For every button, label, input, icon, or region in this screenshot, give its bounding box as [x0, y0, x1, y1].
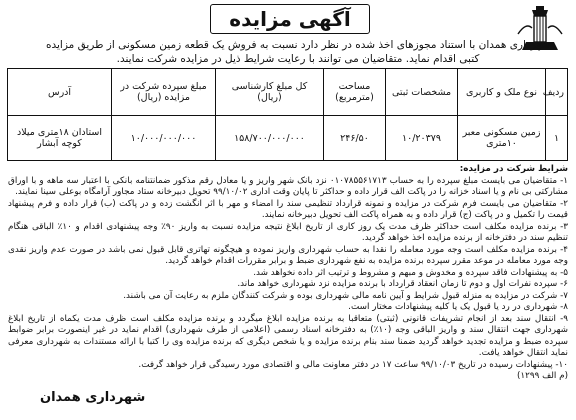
- cell-property-type: زمین مسکونی معبر ۱۰متری: [458, 116, 546, 161]
- condition-item: ۲- متقاضیان می بایست فرم شرکت در مزایده و نمونه قرارداد تنظیمی سند را امضاء و مهر با اثر انگشت زده و در پاکت (ب) قرار داده و فرم پیشنهاد قیمت را تکمیل و در پاکت (ج) قرار داده و به همراه پاکت الف تحویل دبیرخانه نمایند.: [8, 198, 568, 220]
- condition-item: ۴- برنده مزایده مکلف است وجه مورد معامله را نقدا به حساب شهرداری واریز نموده و هیچگونه تهاتری قابل قبول نمی باشد در صورت عدم واریز نقدی وجه مورد معامله در موعد مقرر سپرده برنده مزایده به نفع شهرداری ضبط و برابر مقررات اقدام خواهد گردید.: [8, 244, 568, 266]
- conditions-title: شرایط شرکت در مزایده:: [459, 164, 568, 174]
- cell-deposit: ۱۰/۰۰۰/۰۰۰/۰۰۰: [112, 116, 216, 161]
- condition-item: ۶- سپرده نفرات اول و دوم تا زمان انعقاد قرارداد با برنده مزایده نزد شهرداری خواهد ماند.: [237, 279, 568, 289]
- header-property-type: نوع ملک و کاربری: [458, 69, 546, 116]
- cell-address: استادان ۱۸متری میلاد کوچه آبشار: [8, 116, 112, 161]
- header-area: مساحت (مترمربع): [324, 69, 386, 116]
- cell-registration: ۱۰/۲۰۳۷۹: [386, 116, 458, 161]
- header-registration: مشخصات ثبتی: [386, 69, 458, 116]
- signature: شهرداری همدان: [40, 390, 146, 405]
- conditions: [8, 164, 568, 383]
- table-row: [8, 116, 568, 161]
- condition-item: ۵- به پیشنهادات فاقد سپرده و مخدوش و مبهم و مشروط و ترتیب اثر داده نخواهد شد.: [253, 267, 568, 278]
- cell-area: ۲۴۶/۵۰: [324, 116, 386, 161]
- condition-item: ۸- شهرداری در رد یا قبول یک یا کلیه پیشنهادات مختار است.: [348, 302, 568, 312]
- condition-item: ۱- متقاضیان می بایست مبلغ سپرده را به حساب ۰۱۰۷۸۵۵۶۱۷۱۳ نزد بانک شهر واریز و یا معادل رقم مذکور ضمانتنامه بانکی با اعتبار سه ماهه و با اوراق مشارکتی بی نام و یا اسناد خزانه را در پاکت الف قرار داده و حداکثر تا پایان وقت اداری ۹۹/۱۰/۰۲ تحویل دبیرخانه ستاد مجاور آرامگاه بوعلی سینا نمایند.: [8, 175, 568, 197]
- header-address: آدرس: [8, 69, 112, 116]
- header-row-number: ردیف: [546, 69, 568, 116]
- intro-text: شهرداری همدان با استناد مجوزهای اخذ شده در نظر دارد نسبت به فروش یک قطعه زمین مسکونی از طریق مزایده کتبی اقدام نماید. متقاضیان می توانند با رعایت شرایط ذیل در مزایده شرکت نمایند.: [45, 39, 551, 65]
- condition-item: ۱۰- پیشنهادات رسیده در تاریخ ۹۹/۱۰/۰۳ ساعت ۱۷ در دفتر معاونت مالی و اقتصادی مورد رسیدگی قرار خواهد گرفت.: [138, 359, 568, 370]
- condition-item: ۳- برنده مزایده مکلف است حداکثر ظرف مدت یک روز کاری از تاریخ ابلاغ نتیجه مزایده نسبت به واریز ۹۰٪ وجه پیشنهادی اقدام و ۱۰٪ الباقی هنگام تنظیم سند در دفترخانه از برنده مزایده اخذ خواهد گردید.: [8, 221, 568, 243]
- condition-item: ۷- شرکت در مزایده به منزله قبول شرایط و آیین نامه مالی شهرداری بوده و شرکت کنندگان ملزم به رعایت آن می باشند.: [123, 290, 568, 301]
- page-title: آگهی مزایده: [210, 4, 369, 34]
- auction-table: [7, 68, 568, 161]
- notice-code: (م الف ۱۲۹۹): [516, 371, 568, 381]
- cell-row-number: ۱: [546, 116, 568, 161]
- header-appraisal: کل مبلغ کارشناسی (ریال): [216, 69, 324, 116]
- title-area: [160, 4, 420, 34]
- table-header-row: [8, 69, 568, 116]
- cell-appraisal: ۱۵۸/۷۰۰/۰۰۰/۰۰۰: [216, 116, 324, 161]
- condition-item: ۹- انتقال سند بعد از انجام تشریفات قانونی (ثبتی) متعاقبا به برنده مزایده ابلاغ میگردد و برنده مزایده مکلف است ظرف مدت یکماه از تاریخ ابلاغ شهرداری جهت انتقال سند و واریز الباقی وجه (۱۰٪) به دفترخانه اسناد رسمی (اعلامی از طرف شهرداری) اقدام نماید در غیر اینصورت برابر ضوابط سپرده ضبط و مزایده تجدید خواهد گردید ضمنا سند بنام برنده مزایده و یا شخص دیگری که برنده مزایده وی را کتبا با ارائه مستندات به شهرداری معرفی نماید انتقال خواهد یافت.: [8, 313, 569, 358]
- header-deposit: مبلغ سپرده شرکت در مزایده (ریال): [112, 69, 216, 116]
